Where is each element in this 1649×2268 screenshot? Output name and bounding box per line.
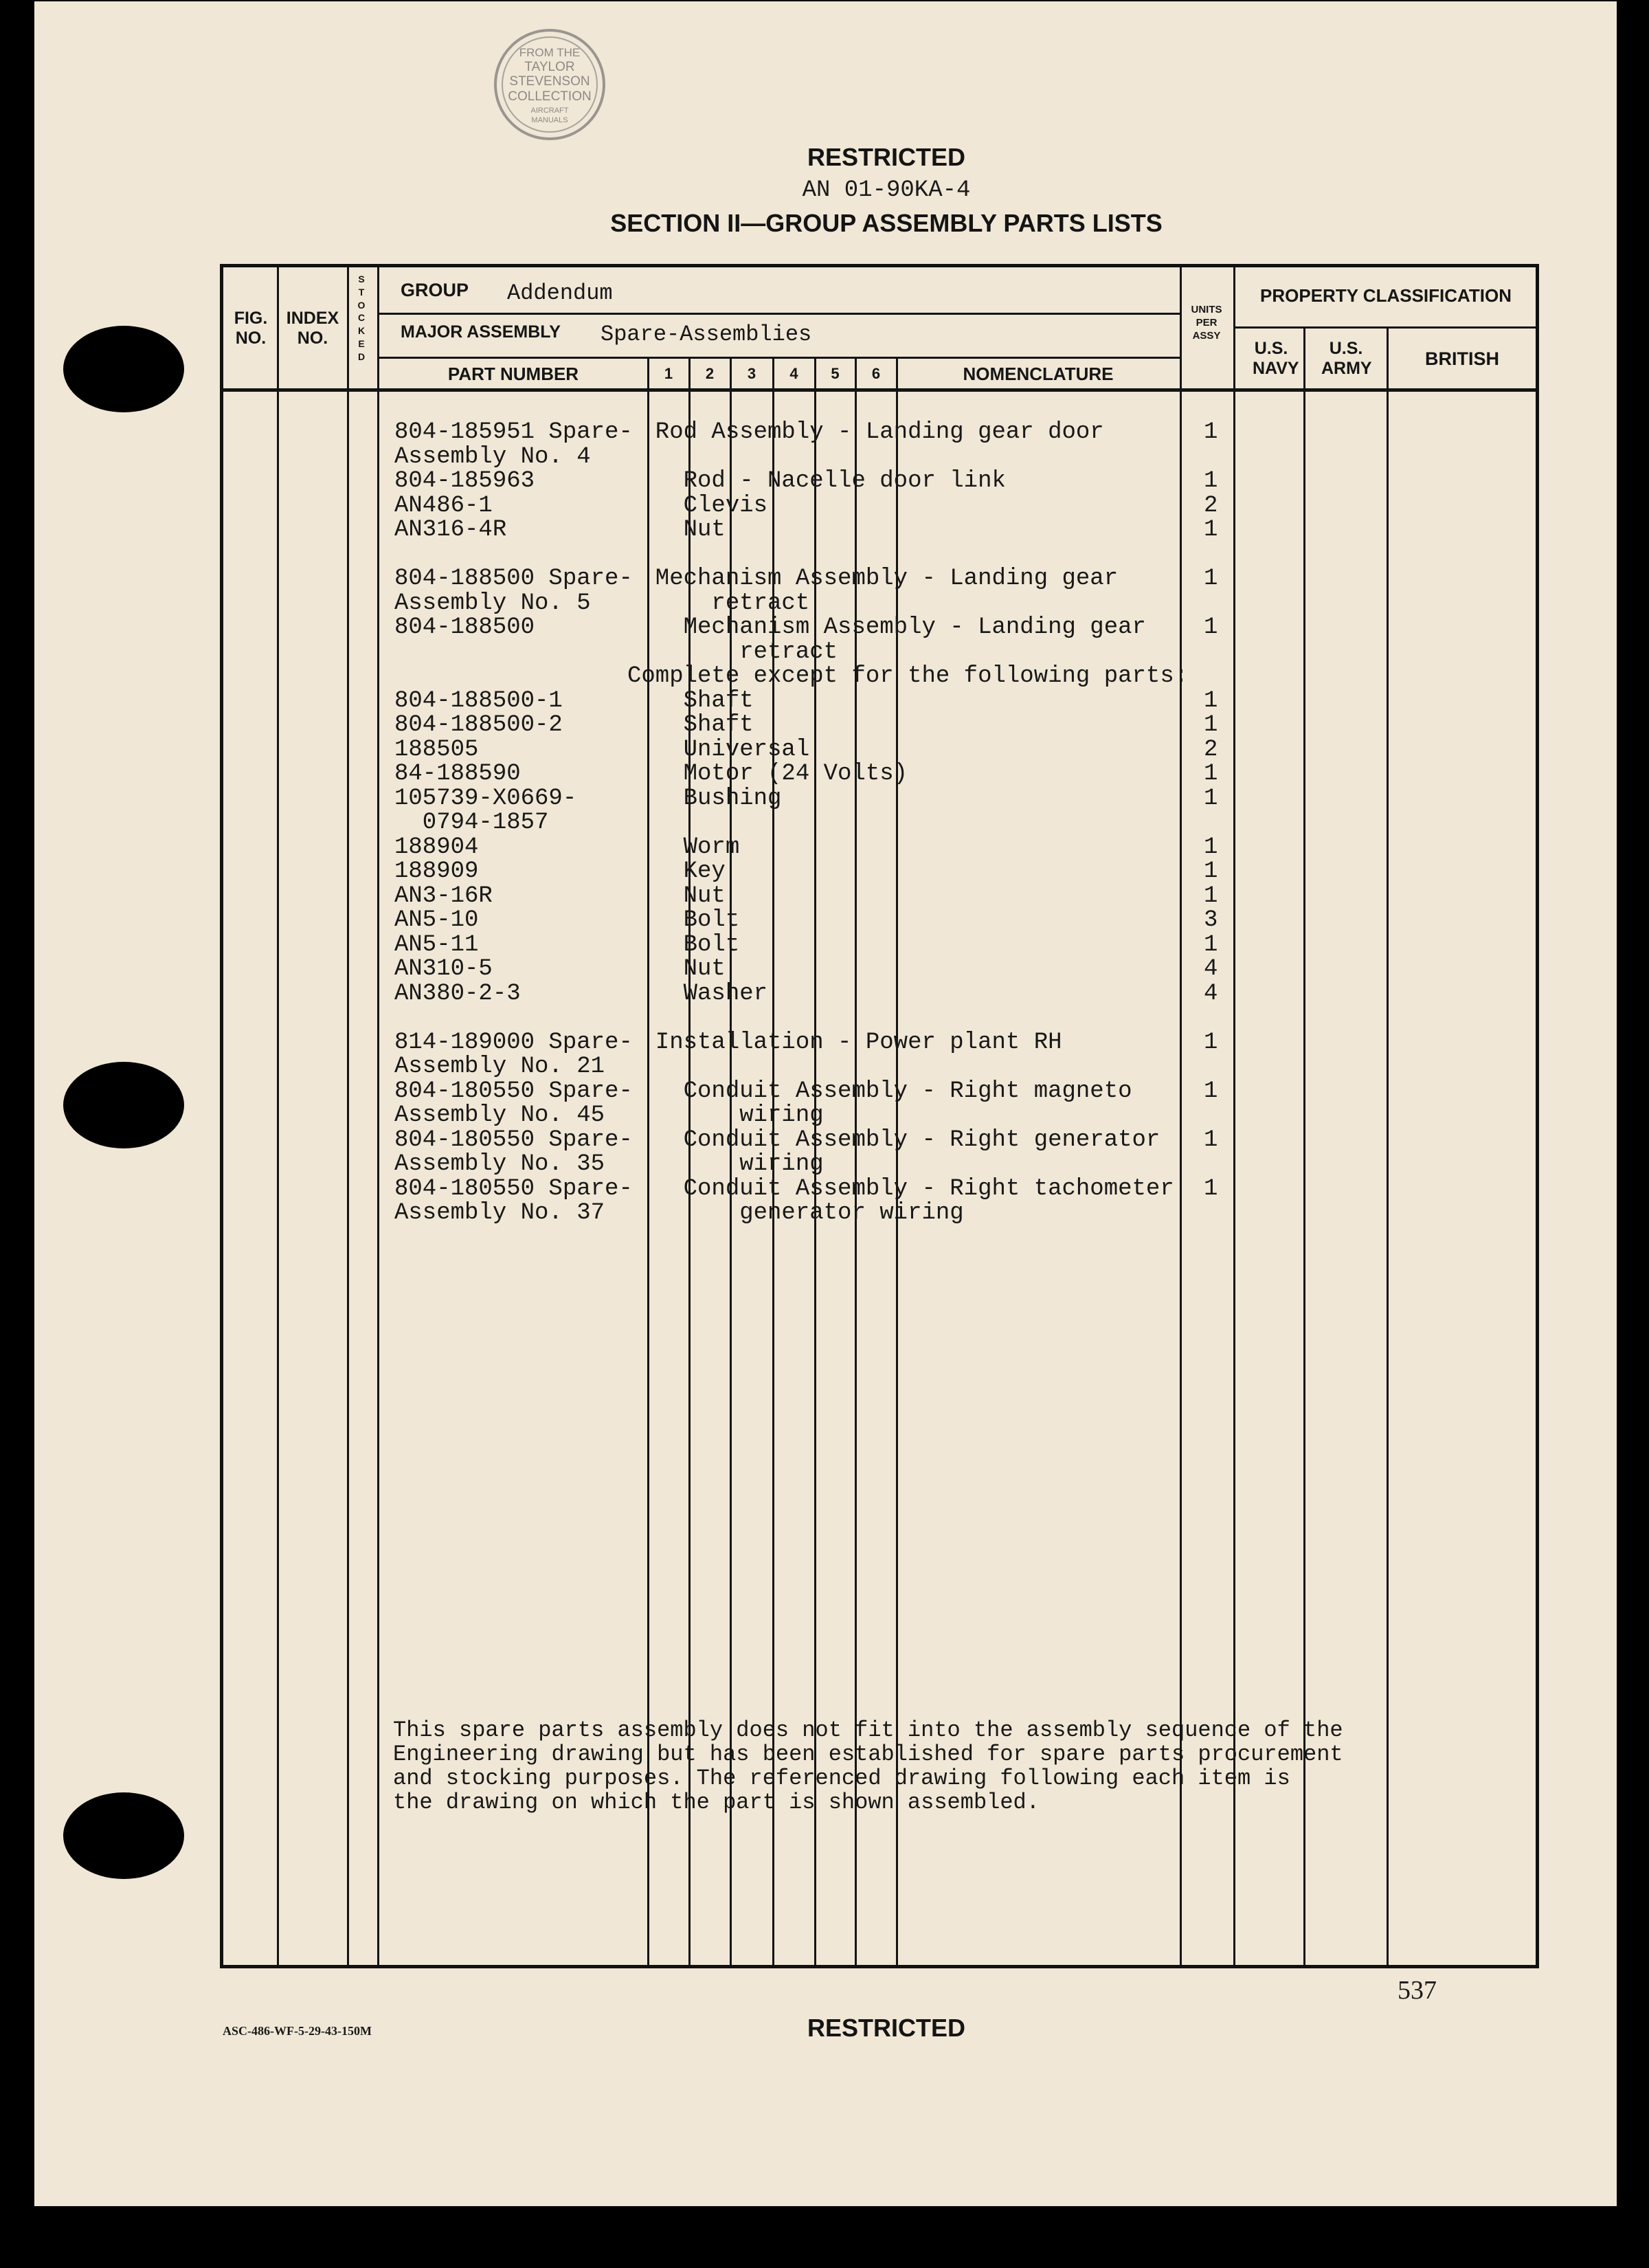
row-gap [394, 543, 633, 568]
group-label: GROUP [401, 280, 469, 300]
stamp-line: TAYLOR [524, 60, 575, 74]
nomenclature-cell: Bolt [627, 931, 740, 958]
units-cell [1204, 811, 1218, 836]
part-number-cell: 188909 [394, 858, 479, 885]
part-number-cell: 814-189000 Spare- [394, 1029, 633, 1056]
units-cell: 1 [1204, 834, 1218, 860]
stamp-line: STEVENSON [509, 74, 590, 89]
part-number-cell: 188904 [394, 834, 479, 860]
nomenclature-header: NOMENCLATURE [963, 364, 1114, 384]
part-number-cell: 0794-1857 [394, 810, 549, 836]
part-number-cell: Assembly No. 21 [394, 1054, 605, 1080]
units-cell: 1 [1204, 1126, 1218, 1153]
units-per-assy-header: UNITS PER ASSY [1191, 304, 1222, 342]
level-col-4: 4 [789, 365, 798, 382]
part-number-cell: 105739-X0669- [394, 785, 577, 812]
nomenclature-cell: Nut [627, 882, 726, 909]
part-number-cell: AN5-11 [394, 931, 479, 958]
units-cell: 1 [1204, 687, 1218, 714]
part-number-cell: AN486-1 [394, 492, 493, 519]
section-title: SECTION II—GROUP ASSEMBLY PARTS LISTS [610, 209, 1163, 237]
nomenclature-cell: Bushing [627, 785, 782, 812]
binder-hole-top [63, 326, 184, 412]
british-header: BRITISH [1425, 348, 1499, 369]
part-number-cell: 84-188590 [394, 761, 521, 787]
level-col-2: 2 [705, 365, 715, 382]
nomenclature-cell [627, 811, 1188, 836]
nomenclature-cell: Key [627, 858, 726, 885]
units-cell: 3 [1204, 907, 1218, 933]
units-cell: 1 [1204, 882, 1218, 909]
nomenclature-cell: Washer [627, 980, 768, 1007]
units-cell: 1 [1204, 931, 1218, 958]
level-col-5: 5 [831, 365, 840, 382]
collection-stamp [494, 29, 605, 140]
part-number-cell: 804-180550 Spare- [394, 1175, 633, 1202]
major-assembly-label: MAJOR ASSEMBLY [401, 322, 561, 342]
nomenclature-cell: Shaft [627, 712, 754, 738]
nomenclature-cell: Shaft [627, 687, 754, 714]
part-number-cell: 804-188500-2 [394, 712, 563, 738]
nomenclature-cell: Rod Assembly - Landing gear door [627, 419, 1104, 445]
nomenclature-cell: Clevis [627, 492, 768, 519]
units-cell [1204, 641, 1218, 665]
part-number-cell: AN316-4R [394, 517, 507, 543]
units-cell [1204, 1055, 1218, 1080]
nomenclature-column [627, 421, 1188, 1226]
part-number-cell: 804-185963 [394, 468, 535, 494]
part-number-header: PART NUMBER [447, 364, 579, 384]
part-number-cell [394, 665, 633, 689]
nomenclature-cell: Bolt [627, 907, 740, 933]
note-line: This spare parts assembly does not fit into the assembly sequence of the [393, 1717, 1343, 1743]
units-cell [1204, 1104, 1218, 1129]
row-gap [627, 543, 1188, 568]
nomenclature-cell: Complete except for the following parts: [627, 663, 1189, 689]
level-col-6: 6 [871, 365, 881, 382]
note-line: and stocking purposes. The referenced drawing following each item is [393, 1766, 1290, 1791]
part-number-cell: Assembly No. 5 [394, 590, 591, 616]
nomenclature-cell: Rod - Nacelle door link [627, 468, 1006, 494]
part-number-cell: 804-180550 Spare- [394, 1126, 633, 1153]
units-cell: 1 [1204, 785, 1218, 812]
units-cell: 4 [1204, 980, 1218, 1007]
level-col-3: 3 [747, 365, 756, 382]
units-cell [1204, 592, 1218, 616]
units-cell: 2 [1204, 492, 1218, 519]
units-cell: 1 [1204, 858, 1218, 885]
nomenclature-cell: Universal [627, 736, 810, 763]
nomenclature-cell: retract [627, 638, 838, 665]
level-col-1: 1 [664, 365, 673, 382]
page-number: 537 [1398, 1976, 1437, 2005]
part-number-cell: 188505 [394, 736, 479, 763]
part-number-cell: Assembly No. 37 [394, 1200, 605, 1226]
stamp-line: AIRCRAFT [530, 107, 569, 115]
stocked-header: STOCKED [357, 274, 366, 362]
binder-hole-middle [63, 1062, 184, 1148]
nomenclature-cell: Nut [627, 956, 726, 982]
row-gap [1204, 543, 1218, 568]
units-cell: 1 [1204, 1029, 1218, 1056]
row-gap [627, 1006, 1188, 1031]
footer-classification: RESTRICTED [807, 2014, 965, 2042]
part-number-cell [394, 641, 633, 665]
stamp-line: COLLECTION [508, 89, 592, 104]
us-army-header: U.S. ARMY [1321, 339, 1372, 378]
units-cell [1204, 665, 1218, 689]
nomenclature-cell: Motor (24 Volts) [627, 761, 908, 787]
stamp-line: FROM THE [519, 46, 581, 59]
units-cell: 1 [1204, 614, 1218, 641]
row-gap [394, 1006, 633, 1031]
note-line: Engineering drawing but has been established for spare parts procurement [393, 1742, 1343, 1767]
part-number-cell: 804-188500-1 [394, 687, 563, 714]
part-number-cell: AN3-16R [394, 882, 493, 909]
units-cell: 1 [1204, 761, 1218, 787]
part-number-cell: 804-188500 [394, 614, 535, 641]
units-cell: 1 [1204, 566, 1218, 592]
units-cell: 2 [1204, 736, 1218, 763]
units-cell: 1 [1204, 712, 1218, 738]
units-cell [1204, 1153, 1218, 1177]
nomenclature-cell: Mechanism Assembly - Landing gear [627, 614, 1146, 641]
stamp-line: MANUALS [531, 116, 568, 124]
nomenclature-cell [627, 1055, 1188, 1080]
nomenclature-cell: retract [627, 590, 810, 616]
part-number-column [394, 421, 633, 1226]
units-cell: 1 [1204, 419, 1218, 445]
nomenclature-cell [627, 445, 1188, 470]
nomenclature-cell: Conduit Assembly - Right magneto [627, 1078, 1132, 1104]
part-number-cell: 804-185951 Spare- [394, 419, 633, 445]
property-classification-header: PROPERTY CLASSIFICATION [1260, 285, 1512, 306]
part-number-cell: Assembly No. 35 [394, 1151, 605, 1177]
part-number-cell: 804-180550 Spare- [394, 1078, 633, 1104]
part-number-cell: 804-188500 Spare- [394, 566, 633, 592]
header-classification: RESTRICTED [807, 143, 965, 171]
nomenclature-cell: Conduit Assembly - Right generator [627, 1126, 1160, 1153]
units-cell: 1 [1204, 517, 1218, 543]
nomenclature-cell: wiring [627, 1151, 824, 1177]
nomenclature-cell: Installation - Power plant RH [627, 1029, 1062, 1056]
part-number-cell: Assembly No. 45 [394, 1102, 605, 1129]
units-cell: 1 [1204, 1175, 1218, 1202]
units-cell: 1 [1204, 468, 1218, 494]
row-gap [1204, 1006, 1218, 1031]
fig-no-header: FIG. NO. [234, 309, 268, 348]
units-cell: 1 [1204, 1078, 1218, 1104]
part-number-cell: AN5-10 [394, 907, 479, 933]
units-cell: 4 [1204, 956, 1218, 982]
form-number: ASC-486-WF-5-29-43-150M [223, 2024, 372, 2038]
part-number-cell: Assembly No. 4 [394, 443, 591, 470]
units-cell [1204, 1201, 1218, 1226]
part-number-cell: AN380-2-3 [394, 980, 521, 1007]
index-no-header: INDEX NO. [286, 309, 339, 348]
major-assembly-value: Spare-Assemblies [601, 322, 812, 347]
nomenclature-cell: Mechanism Assembly - Landing gear [627, 566, 1119, 592]
part-number-cell: AN310-5 [394, 956, 493, 982]
nomenclature-cell: Nut [627, 517, 726, 543]
document-number: AN 01-90KA-4 [802, 177, 971, 203]
nomenclature-cell: wiring [627, 1102, 824, 1129]
note-line: the drawing on which the part is shown assembled. [393, 1790, 1040, 1815]
nomenclature-cell: Conduit Assembly - Right tachometer [627, 1175, 1174, 1202]
units-cell [1204, 445, 1218, 470]
nomenclature-cell: generator wiring [627, 1200, 964, 1226]
group-value: Addendum [507, 280, 613, 306]
us-navy-header: U.S. NAVY [1253, 339, 1299, 378]
spare-parts-note [393, 1718, 1389, 1814]
units-column [1204, 421, 1218, 1226]
nomenclature-cell: Worm [627, 834, 740, 860]
binder-hole-bottom [63, 1792, 184, 1879]
